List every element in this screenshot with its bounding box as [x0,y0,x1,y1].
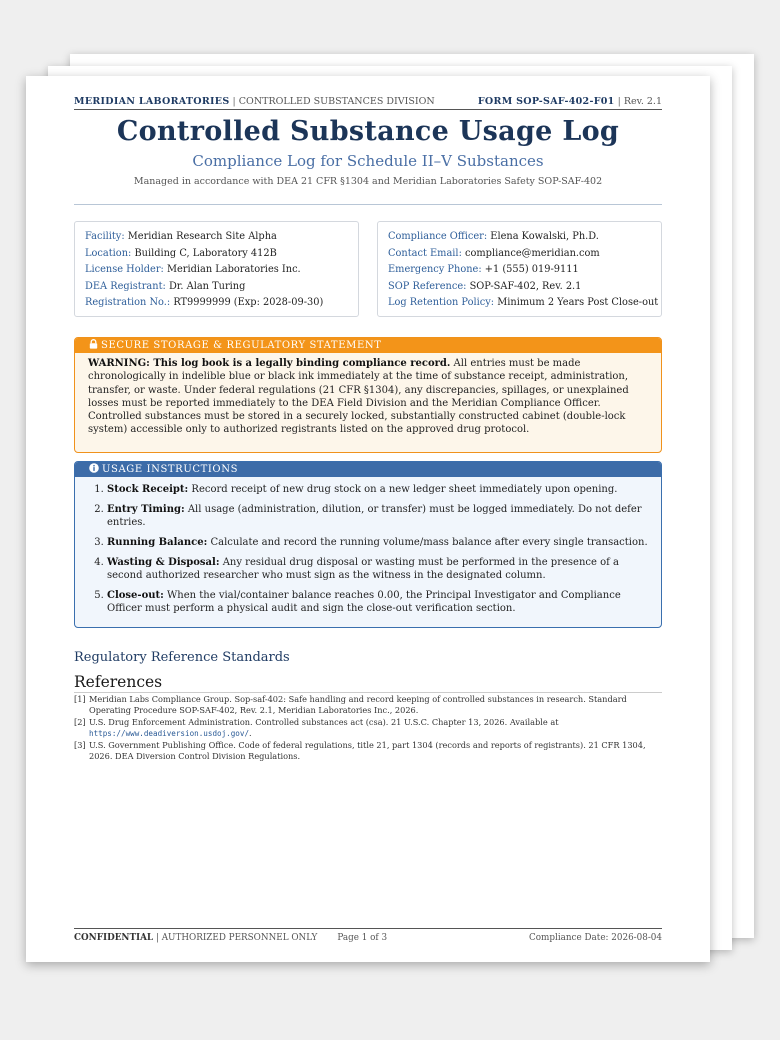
list-item [107,589,649,615]
info-value: RT9999999 (Exp: 2028-09-30) [173,297,324,309]
info-row [388,262,651,279]
info-row [388,246,651,263]
page-number: Page 1 of 3 [337,933,388,943]
item-text: All usage (administration, dilution, or transfer) must be logged immediately. Do not defer entries. [107,503,642,528]
item-term: Stock Receipt: [107,484,189,495]
reference-number: [3] [74,740,86,750]
reference-text: U.S. Government Publishing Office. Code of federal regulations, title 21, part 1304 (records and reports of registrants). 21 CFR 1304, 2026. DEA Diversion Control Division Regulations. [89,740,646,761]
managed-note: Managed in accordance with DEA 21 CFR §1304 and Meridian Laboratories Safety SOP-SAF-402 [133,176,603,187]
item-term: Entry Timing: [107,503,185,515]
references-list [74,694,662,763]
compliance-date: Compliance Date: 2026-08-04 [529,933,662,943]
list-item [107,483,649,496]
item-term: Wasting & Disposal: [107,556,220,568]
references-heading: References [74,673,662,693]
compliance-info-box [377,221,662,317]
revision: Rev. 2.1 [623,96,662,107]
info-key: Location: [85,247,132,259]
lock-icon [89,339,98,349]
warning-body [75,353,661,437]
storage-text: Controlled substances must be stored in a securely locked, substantially constructed cabinet (double-lock system) accessible only to authorized registrants listed on the approved drug protocol. [88,411,626,436]
reference-number: [2] [74,717,86,727]
info-row [85,246,348,263]
list-item [107,503,649,529]
info-row [388,229,651,246]
instructions-box [74,461,662,628]
info-value: +1 (555) 019-9111 [484,264,579,276]
info-icon [89,463,99,473]
info-key: SOP Reference: [388,280,467,292]
info-key: License Holder: [85,264,164,276]
info-value: Minimum 2 Years Post Close-out [497,297,659,309]
item-term: Running Balance: [107,536,208,548]
reference-number: [1] [74,694,86,704]
list-item [107,536,649,549]
reference-item [74,694,662,716]
contact-email: compliance@meridian.com [465,247,600,259]
warning-lead: WARNING: This log book is a legally binding compliance record. [88,358,451,369]
info-key: Facility: [85,231,125,242]
info-row [85,229,348,246]
warning-box [74,337,662,453]
instructions-heading [75,462,661,477]
section-heading: Regulatory Reference Standards [74,650,290,665]
instructions-list [75,477,661,615]
info-value: Meridian Laboratories Inc. [166,264,301,276]
document-page [26,76,710,962]
info-key: Compliance Officer: [388,231,488,242]
item-text: When the vial/container balance reaches 0.00, the Principal Investigator and Compliance Officer must perform a physical audit and sign the close-out verification section. [107,589,621,614]
org-name: MERIDIAN LABORATORIES [74,96,230,107]
info-row [85,262,348,279]
info-key: Emergency Phone: [388,264,482,276]
info-row [85,295,348,312]
info-value: Meridian Research Site Alpha [127,231,277,242]
list-item [107,556,649,582]
reference-item [74,740,662,762]
reference-link[interactable]: https://www.deadiversion.usdoj.gov/ [89,729,250,738]
division-name: CONTROLLED SUBSTANCES DIVISION [238,96,435,107]
confidential-label: CONFIDENTIAL [74,933,154,943]
info-key: Contact Email: [388,247,462,259]
info-value: Building C, Laboratory 412B [134,247,277,259]
facility-info-box [74,221,359,317]
reference-text: U.S. Drug Enforcement Administration. Controlled substances act (csa). 21 U.S.C. Chapter 13, 2026. Available at [89,717,559,727]
info-key: DEA Registrant: [85,280,166,292]
item-text: Record receipt of new drug stock on a new ledger sheet immediately upon opening. [188,484,618,495]
instructions-heading-text: USAGE INSTRUCTIONS [102,464,239,475]
warning-heading [75,338,661,353]
info-key: Registration No.: [85,297,171,309]
item-text: Any residual drug disposal or wasting must be performed in the presence of a second authorized researcher who must sign as the witness in the designated column. [107,556,619,581]
info-row [85,279,348,296]
info-row [388,279,651,296]
divider [74,204,662,205]
warning-heading-text: SECURE STORAGE & REGULATORY STATEMENT [101,340,382,351]
page-header: MERIDIAN LABORATORIES | CONTROLLED SUBSTANCES DIVISION FORM SOP-SAF-402-F01 | Rev. 2.1 [74,96,662,110]
form-number: FORM SOP-SAF-402-F01 [477,96,615,107]
info-key: Log Retention Policy: [388,297,495,309]
info-row [388,295,659,312]
authorized-label: AUTHORIZED PERSONNEL ONLY [161,933,318,943]
reference-text: Meridian Labs Compliance Group. Sop-saf-402: Safe handling and record keeping of controlled substances in research. Standard Operating Procedure SOP-SAF-402, Rev. 2.1, Meridian Laboratories Inc., 2026. [89,694,627,715]
info-value: Dr. Alan Turing [168,280,246,292]
item-text: Calculate and record the running volume/mass balance after every single transaction. [207,536,648,548]
info-value: SOP-SAF-402, Rev. 2.1 [469,280,582,292]
item-term: Close-out: [107,589,164,601]
reference-item [74,717,662,739]
page-subtitle: Compliance Log for Schedule II–V Substances [192,152,544,170]
page-footer: CONFIDENTIAL | AUTHORIZED PERSONNEL ONLY Page 1 of 3 Compliance Date: 2026-08-04 [74,928,662,943]
info-value: Elena Kowalski, Ph.D. [490,231,599,242]
page-title: Controlled Substance Usage Log [116,116,620,147]
warning-text: All entries must be made chronologically in indelible blue or black ink immediately at the time of substance receipt, administration, transfer, or waste. Under federal regulations (21 CFR §1304), any discrepancies, spillages, or unexplained losses must be reported immediately to the DEA Field Division and the Meridian Compliance Officer. [88,358,629,409]
reference-punct: . [249,728,252,738]
